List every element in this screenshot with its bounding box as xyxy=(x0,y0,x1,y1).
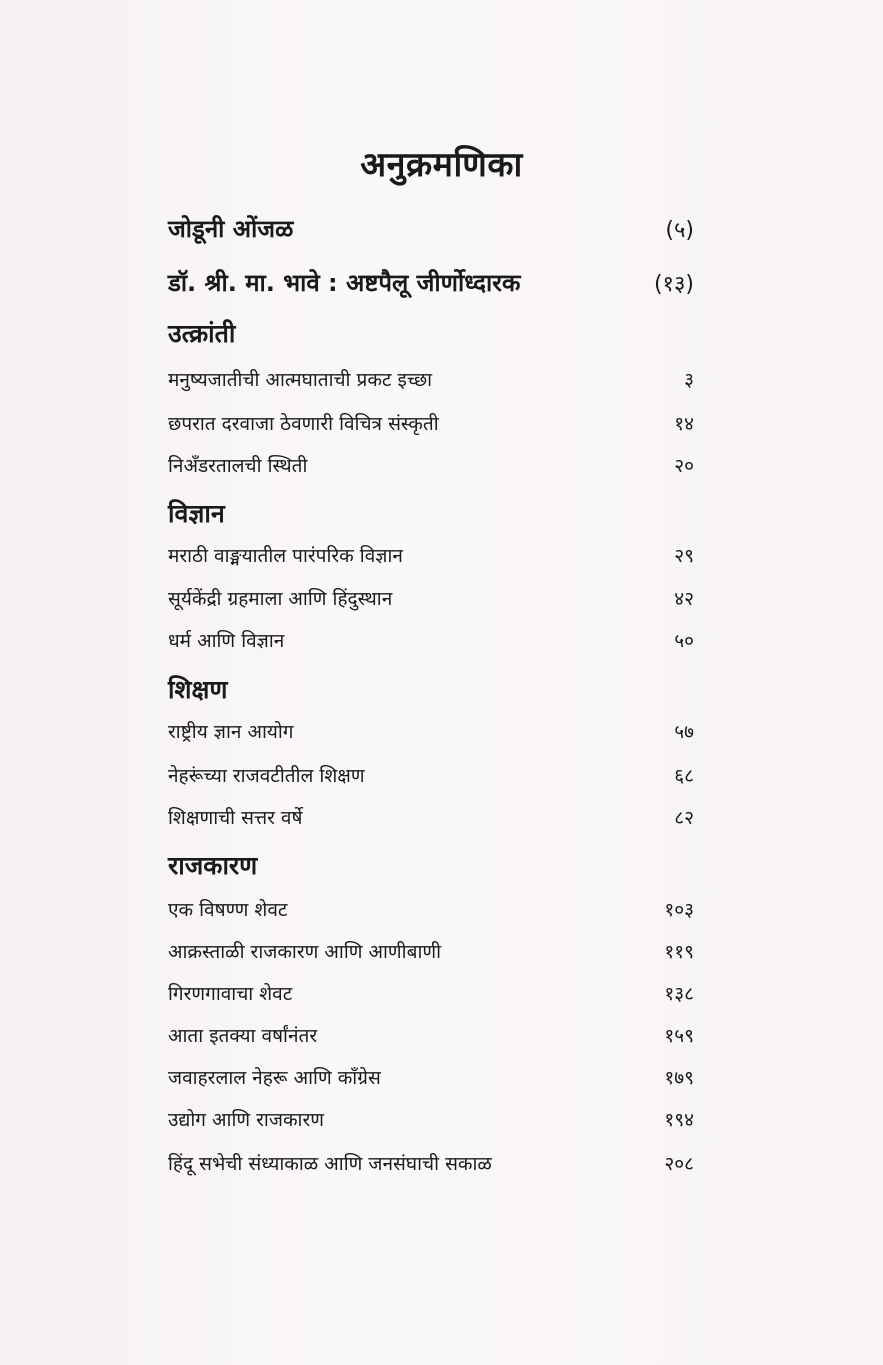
entry-title: धर्म आणि विज्ञान xyxy=(168,630,285,652)
entry-page: १५९ xyxy=(664,1025,694,1047)
entry-title: राष्ट्रीय ज्ञान आयोग xyxy=(168,721,294,743)
entry-page: २० xyxy=(674,455,694,477)
toc-entry xyxy=(168,452,694,478)
entry-title: एक विषण्ण शेवट xyxy=(168,899,288,921)
toc-entry xyxy=(168,542,694,568)
toc-entry xyxy=(168,410,694,436)
section-heading: उत्क्रांती xyxy=(168,319,236,348)
toc-entry xyxy=(168,1064,694,1090)
entry-page: ५७ xyxy=(674,721,694,743)
toc-entry xyxy=(168,627,694,653)
entry-page: ४२ xyxy=(674,588,694,610)
entry-page: १४ xyxy=(674,413,694,435)
entry-title: जवाहरलाल नेहरू आणि काँग्रेस xyxy=(168,1067,381,1089)
entry-title: आता इतक्या वर्षांनंतर xyxy=(168,1025,318,1047)
entry-page: ३ xyxy=(684,369,694,391)
entry-title: हिंदू सभेची संध्याकाळ आणि जनसंघाची सकाळ xyxy=(168,1153,492,1175)
entry-title: छपरात दरवाजा ठेवणारी विचित्र संस्कृती xyxy=(168,413,439,435)
toc-entry xyxy=(168,896,694,922)
page-title: अनुक्रमणिका xyxy=(360,145,523,185)
entry-title: शिक्षणाची सत्तर वर्षे xyxy=(168,807,303,829)
toc-entry xyxy=(168,366,694,392)
section-heading: राजकारण xyxy=(168,851,258,880)
entry-title: गिरणगावाचा शेवट xyxy=(168,983,293,1005)
section-heading: विज्ञान xyxy=(168,499,225,528)
entry-page: १३८ xyxy=(664,983,694,1005)
preface-entry xyxy=(168,266,694,299)
toc-entry xyxy=(168,718,694,744)
toc-entry xyxy=(168,1022,694,1048)
toc-entry xyxy=(168,1106,694,1132)
entry-page: १७९ xyxy=(664,1067,694,1089)
toc-entry xyxy=(168,804,694,830)
entry-title: सूर्यकेंद्री ग्रहमाला आणि हिंदुस्थान xyxy=(168,588,393,610)
entry-page: १०३ xyxy=(664,899,694,921)
entry-title: उद्योग आणि राजकारण xyxy=(168,1109,324,1131)
toc-entry xyxy=(168,762,694,788)
toc-entry xyxy=(168,980,694,1006)
entry-page: ८२ xyxy=(674,807,694,829)
entry-title: आक्रस्ताळी राजकारण आणि आणीबाणी xyxy=(168,941,442,963)
toc-entry xyxy=(168,1150,694,1176)
toc-entry xyxy=(168,938,694,964)
entry-title: मनुष्यजातीची आत्मघाताची प्रकट इच्छा xyxy=(168,369,433,391)
section-heading: शिक्षण xyxy=(168,675,228,704)
entry-title: मराठी वाङ्मयातील पारंपरिक विज्ञान xyxy=(168,545,403,567)
entry-title: नेहरूंच्या राजवटीतील शिक्षण xyxy=(168,765,365,787)
entry-page: २०८ xyxy=(664,1153,694,1175)
entry-title: डॉ. श्री. मा. भावे : अष्टपैलू जीर्णोध्दारक xyxy=(168,269,521,297)
entry-page: (५) xyxy=(665,218,694,243)
toc-entry xyxy=(168,585,694,611)
entry-page: ५० xyxy=(674,630,694,652)
entry-page: २९ xyxy=(674,545,694,567)
entry-page: १९४ xyxy=(664,1109,694,1131)
entry-title: जोडूनी ओंजळ xyxy=(168,215,294,243)
preface-entry xyxy=(168,212,694,245)
entry-title: निअँडरतालची स्थिती xyxy=(168,455,308,477)
entry-page: ११९ xyxy=(664,941,694,963)
entry-page: (१३) xyxy=(653,272,694,297)
entry-page: ६८ xyxy=(674,765,694,787)
